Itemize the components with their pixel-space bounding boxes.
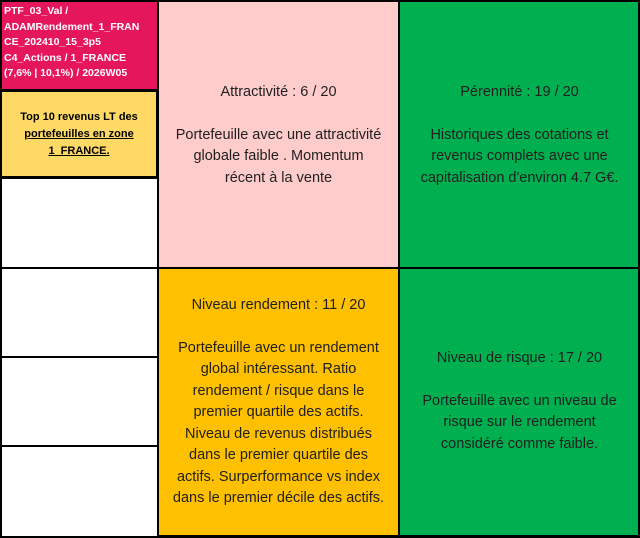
body-line: actifs. Surperformance vs index bbox=[176, 468, 381, 485]
rendement-quadrant bbox=[158, 268, 399, 536]
title-line: C4_Actions / 1_FRANCE bbox=[4, 51, 126, 64]
body-line: Portefeuille avec un rendement bbox=[178, 339, 379, 356]
attractivite-quadrant bbox=[158, 0, 399, 268]
title-line: ADAMRendement_1_FRAN bbox=[4, 20, 140, 33]
top10-line: 1_FRANCE. bbox=[48, 145, 110, 157]
attractivite-score-title: Attractivité : 6 / 20 bbox=[220, 84, 337, 100]
body-line: Portefeuille avec un niveau de bbox=[422, 392, 617, 409]
empty-cell bbox=[0, 268, 158, 357]
perennite-score-title: Pérennité : 19 / 20 bbox=[460, 84, 579, 100]
body-line: globale faible . Momentum bbox=[193, 148, 364, 164]
top10-line: Top 10 revenus LT des bbox=[20, 111, 138, 123]
body-line: risque sur le rendement bbox=[443, 414, 596, 430]
portfolio-title-cell bbox=[0, 0, 158, 90]
body-line: global intéressant. Ratio bbox=[200, 361, 357, 377]
body-line: considéré comme faible. bbox=[440, 435, 599, 452]
body-line: Historiques des cotations et bbox=[430, 126, 609, 143]
empty-cell bbox=[0, 357, 158, 446]
body-line: rendement / risque dans le bbox=[192, 382, 365, 399]
title-line: PTF_03_Val / bbox=[4, 5, 69, 17]
top10-label-cell bbox=[0, 90, 158, 178]
empty-cell bbox=[0, 446, 158, 538]
body-line: dans le premier quartile des bbox=[189, 447, 368, 463]
body-line: capitalisation d'environ 4.7 G€. bbox=[420, 169, 619, 186]
body-line: Niveau de revenus distribués bbox=[185, 425, 372, 442]
body-line: revenus complets avec une bbox=[431, 148, 608, 164]
risque-quadrant bbox=[399, 268, 640, 536]
body-line: dans le premier décile des actifs. bbox=[172, 490, 385, 506]
rendement-score-title: Niveau rendement : 11 / 20 bbox=[191, 297, 366, 313]
top10-line: portefeuilles en zone bbox=[24, 128, 134, 140]
title-line: (7,6% | 10,1%) / 2026W05 bbox=[4, 67, 128, 79]
body-line: premier quartile des actifs. bbox=[193, 404, 364, 420]
body-line: Portefeuille avec une attractivité bbox=[175, 126, 382, 143]
empty-cell bbox=[0, 178, 158, 268]
perennite-quadrant bbox=[399, 0, 640, 268]
title-line: CE_202410_15_3p5 bbox=[4, 36, 101, 48]
body-line: récent à la vente bbox=[224, 169, 333, 186]
risque-score-title: Niveau de risque : 17 / 20 bbox=[436, 350, 603, 366]
